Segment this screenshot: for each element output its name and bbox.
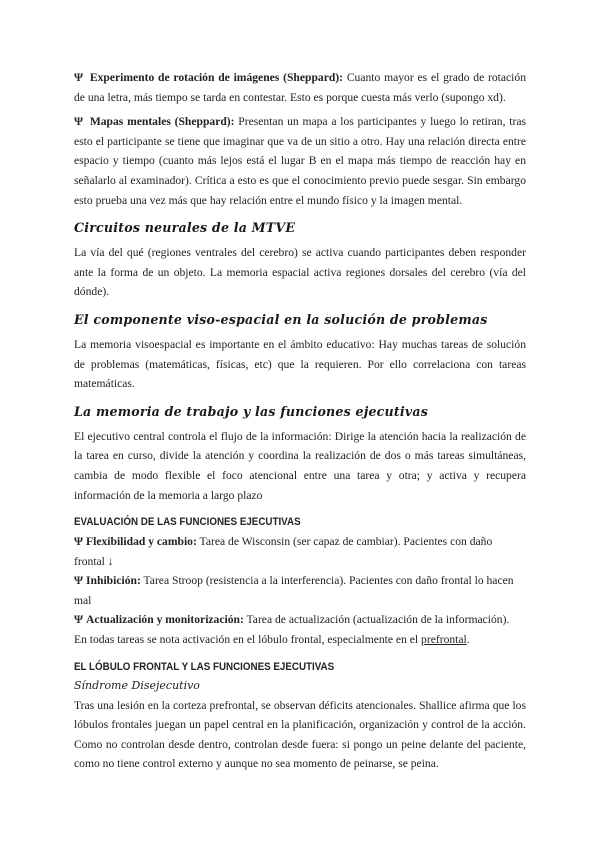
neural-circuits-text: La vía del qué (regiones ventrales del cerebro) se activa cuando participantes deben responder ante la forma de un objeto. La memoria espacial activa regiones dorsales del cerebro (vía del dónde). <box>74 246 526 299</box>
mental-maps-paragraph <box>74 112 526 210</box>
inhibition-text: Tarea Stroop (resistencia a la interferencia). Pacientes con daño frontal lo hacen mal <box>74 574 514 607</box>
prefrontal-link[interactable]: prefrontal <box>421 633 467 647</box>
inhibition-title: Inhibición: <box>86 574 141 588</box>
list-item <box>74 571 526 610</box>
sheppard-rotation-title: Experimento de rotación de imágenes (Sheppard): <box>89 71 344 84</box>
evaluation-closing-end: . <box>466 633 470 647</box>
sheppard-rotation-paragraph <box>74 68 526 107</box>
update-text: Tarea de actualización (actualización de la información). <box>246 613 510 627</box>
mental-maps-text: Presentan un mapa a los participantes y luego lo retiran, tras esto el participante se tiene que imaginar que va de un sitio a otro. Hay una relación directa entre espacio y tiempo (cuanto más lejos está el lugar B en el mapa más tiempo de reacción hay en señalarlo al examinador). Crítica a esto es que el conocimiento previo puede sesgar. Sin embargo esto prueba una vez más que hay relación entre el mundo físico y la imagen mental. <box>74 115 526 207</box>
evaluation-heading: EVALUACIÓN DE LAS FUNCIONES EJECUTIVAS <box>74 516 301 529</box>
mental-maps-title: Mapas mentales (Sheppard): <box>89 115 235 129</box>
evaluation-closing <box>74 630 526 650</box>
sheppard-rotation-text: Cuanto mayor es el grado de rotación de una letra, más tiempo se tarda en contestar. Esto es porque cuesta más verlo (supongo xd). <box>74 71 526 104</box>
list-item <box>74 532 526 571</box>
flexibility-text: Tarea de Wisconsin (ser capaz de cambiar). Pacientes con daño frontal ↓ <box>74 535 493 568</box>
frontal-lobe-heading: EL LÓBULO FRONTAL Y LAS FUNCIONES EJECUTIVAS <box>74 660 335 673</box>
update-title: Actualización y monitorización: <box>86 613 244 627</box>
working-memory-text: El ejecutivo central controla el flujo de la información: Dirige la atención hacia la realización de la tarea en curso, divide la atención y coordina la realización de dos o más tareas simultáneas, cambia de modo flexible el foco atencional entre una tarea y otra; y activa y recupera información de la memoria a largo plazo <box>74 429 526 502</box>
dysexecutive-subheading: Síndrome Disejecutivo <box>74 678 200 692</box>
psi-bullet-icon: Ψ <box>74 115 84 129</box>
psi-bullet-icon: Ψ <box>74 574 84 588</box>
working-memory-heading: La memoria de trabajo y las funciones ejecutivas <box>74 403 429 419</box>
psi-bullet-icon: Ψ <box>74 71 84 84</box>
visuospatial-text: La memoria visoespacial es importante en el ámbito educativo: Hay muchas tareas de solución de problemas (matemáticas, físicas, etc) que la requieren. Por ello correlaciona con tareas matemáticas. <box>74 337 526 391</box>
frontal-lobe-text: Tras una lesión en la corteza prefrontal, se observan déficits atencionales. Shallice afirma que los lóbulos frontales juegan un papel central en la planificación, organización y control de la acción. Como no controlan desde dentro, controlan desde fuera: si pongo un peine delante del paciente, como no tiene control externo y aunque no sea momento de peinarse, se peina. <box>74 698 526 771</box>
evaluation-closing-text: En todas tareas se nota activación en el lóbulo frontal, especialmente en el <box>74 633 419 647</box>
flexibility-title: Flexibilidad y cambio: <box>86 535 197 549</box>
evaluation-list <box>74 532 526 650</box>
list-item <box>74 610 526 630</box>
psi-bullet-icon: Ψ <box>74 535 84 549</box>
psi-bullet-icon: Ψ <box>74 613 84 627</box>
visuospatial-heading: El componente viso-espacial en la solución de problemas <box>74 311 488 327</box>
neural-circuits-heading: Circuitos neurales de la MTVE <box>74 220 296 236</box>
